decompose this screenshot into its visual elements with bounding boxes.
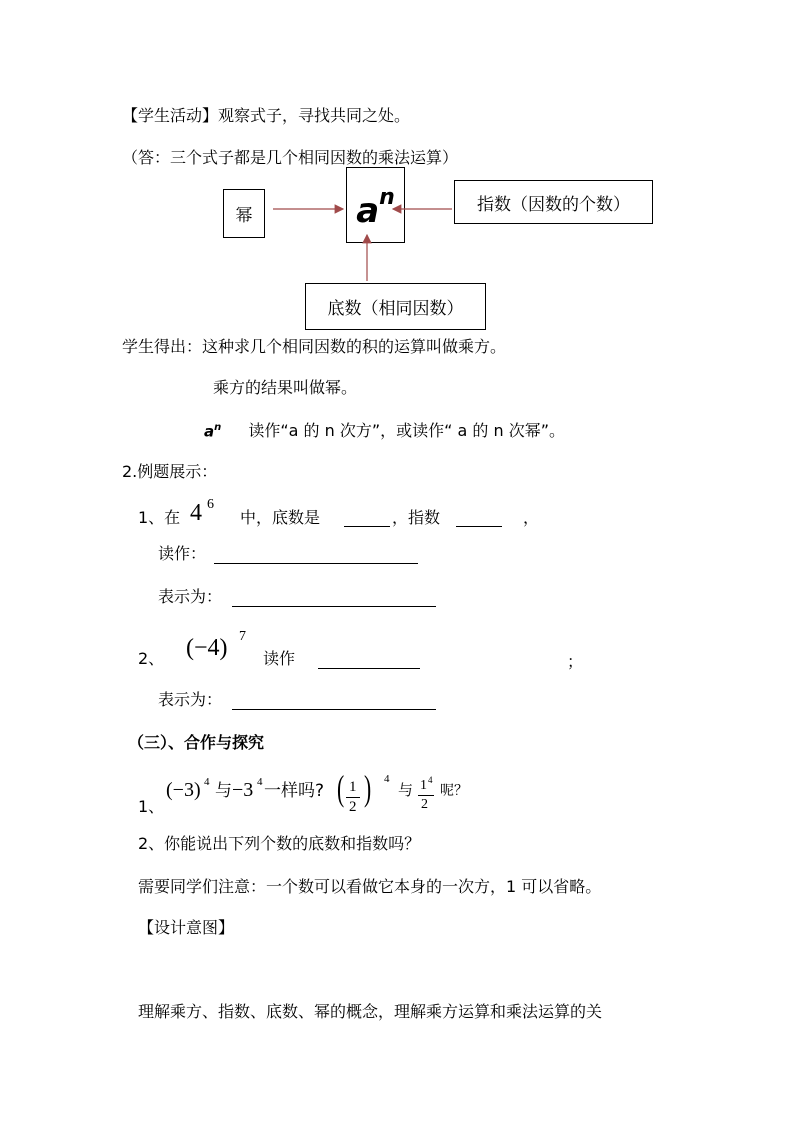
question-1-text: 一样吗? [264,781,325,801]
example-1-show-label: 表示为： [158,587,223,606]
example-1-base-label: 中，底数是 [240,508,321,527]
question-1-yu-1: 与 [215,781,232,801]
question-1-expr-a: (−3) [166,779,201,801]
exponent-label: 指数（因数的个数） [477,194,630,215]
fraction2-numerator-exp: 4 [428,775,433,785]
question-1-exp-c: 4 [384,773,390,785]
student-activity-line: 【学生活动】观察式子，寻找共同之处。 [122,106,411,125]
example-2-show-label: 表示为： [158,690,223,709]
exponent-blank[interactable] [456,510,502,527]
example-1-exponent-label: ，指数 [392,508,441,527]
base-blank[interactable] [344,510,390,527]
reading-base: a [204,422,215,441]
example-1-base: 4 [190,500,202,526]
example-2-number: 2、 [138,649,165,668]
design-intent-title: 【设计意图】 [138,918,235,937]
fraction-numerator: 1 [349,779,357,795]
right-paren: ) [364,768,372,808]
conclusion-line: 学生得出：这种求几个相同因数的积的运算叫做乘方。 [122,337,507,356]
design-intent-text: 理解乘方、指数、底数、幂的概念，理解乘方运算和乘法运算的关 [138,1002,603,1021]
example-2-end: ； [567,652,584,671]
power-label: 幂 [235,206,253,226]
section-2-title: 2.例题展示： [122,462,218,481]
example-2-exponent: 7 [239,629,246,644]
answer-line: （答：三个式子都是几个相同因数的乘法运算） [122,148,459,167]
example-2-read-label: 读作 [263,649,296,668]
left-paren: ( [337,768,345,808]
question-1-expr-b: −3 [232,779,254,801]
reading-line [204,423,565,439]
base-label: 底数（相同因数） [327,299,464,319]
question-2: 2、你能说出下列个数的底数和指数吗？ [138,834,421,853]
example-2-expression: (−4) [186,635,228,661]
example-2-show-blank[interactable] [232,692,436,710]
example-2-read-blank[interactable] [318,651,420,669]
attention-note: 需要同学们注意：一个数可以看做它本身的一次方，1 可以省略。 [138,877,602,896]
example-1-prefix: 1、在 [138,508,181,527]
question-1-number: 1、 [138,797,165,816]
question-1-yu-2: 与 [398,781,414,799]
fraction2-numerator: 1 [420,778,427,793]
question-1-exp-a: 4 [204,776,210,788]
reading-text: 读作“a 的 n 次方”，或读作“ a 的 n 次幂”。 [248,421,565,441]
question-1-exp-b: 4 [257,776,263,788]
example-1-read-label: 读作： [158,544,207,563]
fraction-bar [346,797,360,798]
fraction-denominator: 2 [349,799,357,815]
section-3-title: （三）、合作与探究 [128,733,265,752]
example-1-read-blank[interactable] [214,546,418,564]
center-base: a [356,191,380,231]
example-1-show-blank[interactable] [232,589,436,607]
example-1-exponent: 6 [207,497,214,512]
question-1-end: 呢？ [440,783,468,799]
power-result-line: 乘方的结果叫做幂。 [213,378,358,397]
example-1-end: ， [523,508,540,527]
fraction2-bar [418,795,434,796]
fraction2-denominator: 2 [421,797,428,812]
center-exponent: n [379,184,395,210]
reading-exponent: n [214,422,222,433]
